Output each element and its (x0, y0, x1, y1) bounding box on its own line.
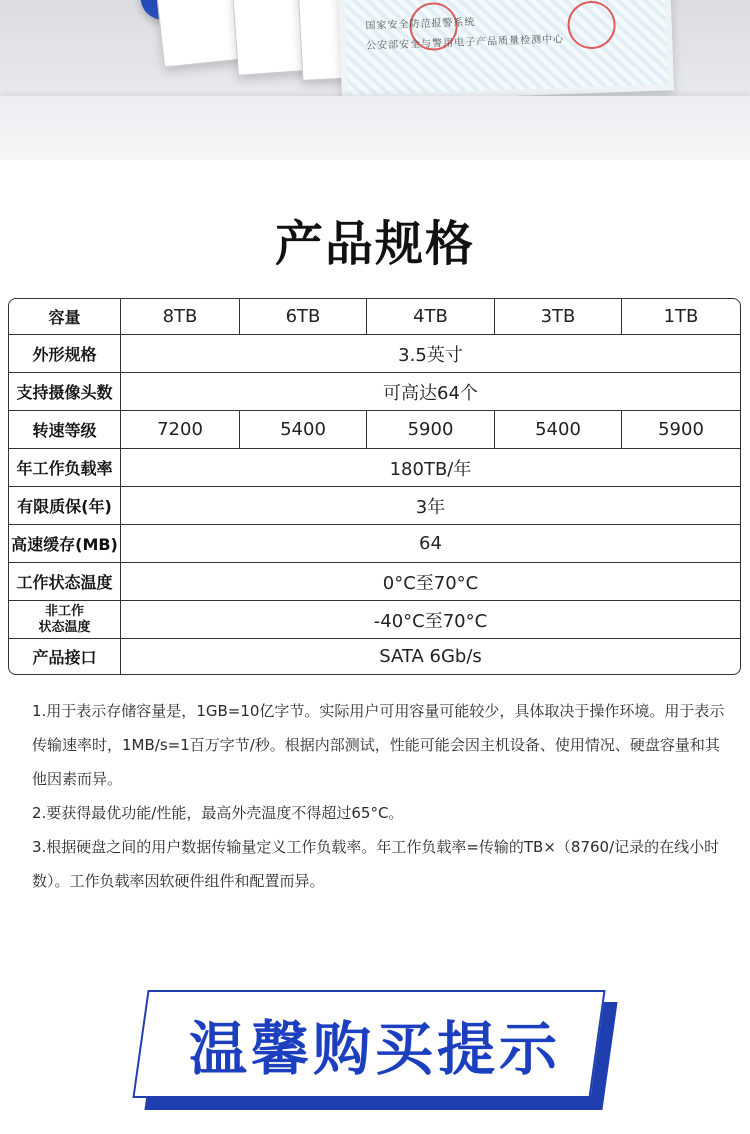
nonop-temp-value: -40°C至70°C (120, 601, 740, 638)
capacity-label: 容量 (48, 308, 81, 327)
rpm-label: 转速等级 (32, 421, 97, 440)
rpm-cell: 7200 (120, 411, 239, 448)
rpm-cell: 5400 (494, 411, 621, 448)
footnote-2: 2.要获得最优功能/性能，最高外壳温度不得超过65°C。 (32, 804, 404, 822)
workload-value: 180TB/年 (120, 449, 740, 486)
footnote-1: 1.用于表示存储容量是，1GB=10亿字节。实际用户可用容量可能较少，具体取决于操作环境。用于表示传输速率时，1MB/s=1百万字节/秒。根据内部测试，性能可能会因主机设备、使用情况、硬盘容量和其他因素而异。 (32, 702, 725, 788)
table-row-capacity (9, 299, 740, 334)
table-row-workload (9, 448, 740, 486)
nonop-temp-label-line2: 状态温度 (38, 619, 91, 635)
spec-table (8, 298, 741, 675)
page-title: 产品规格 (274, 216, 475, 272)
table-row-cache (9, 524, 740, 562)
display-shelf (0, 96, 750, 160)
capacity-cell: 8TB (120, 299, 239, 334)
table-row-warranty (9, 486, 740, 524)
nonop-temp-label (9, 601, 120, 638)
cache-label: 高速缓存(MB) (11, 535, 118, 554)
op-temp-value: 0°C至70°C (120, 563, 740, 600)
table-row-nonop-temp (9, 600, 740, 638)
purchase-tip-heading: 温馨购买提示 (188, 1015, 561, 1083)
certificate-text: 国家安全防范报警系统 (365, 17, 476, 32)
workload-label: 年工作负载率 (16, 459, 113, 478)
footnotes (32, 694, 732, 898)
certificate-text: 公安部安全与警用电子产品质量检测中心 (366, 33, 565, 52)
capacity-cell: 1TB (621, 299, 740, 334)
rpm-cell: 5900 (366, 411, 494, 448)
interface-value: SATA 6Gb/s (120, 639, 740, 674)
capacity-cell: 3TB (494, 299, 621, 334)
op-temp-label: 工作状态温度 (16, 573, 113, 592)
capacity-cell: 6TB (239, 299, 366, 334)
form-factor-label: 外形规格 (32, 345, 97, 364)
red-seal-icon (567, 0, 617, 50)
cameras-label: 支持摄像头数 (16, 383, 113, 402)
rpm-cell: 5900 (621, 411, 740, 448)
nonop-temp-label-line1: 非工作 (44, 603, 84, 619)
table-row-rpm (9, 410, 740, 448)
interface-label: 产品接口 (32, 648, 97, 667)
rpm-cell: 5400 (239, 411, 366, 448)
form-factor-value: 3.5英寸 (120, 335, 740, 372)
warranty-label: 有限质保(年) (17, 497, 112, 516)
warranty-value: 3年 (120, 487, 740, 524)
cache-value: 64 (120, 525, 740, 562)
capacity-cell: 4TB (366, 299, 494, 334)
certificate-document (338, 0, 674, 102)
certificates-banner (0, 0, 750, 160)
table-row-cameras (9, 372, 740, 410)
purchase-tip-banner (140, 990, 610, 1110)
table-row-interface (9, 638, 740, 674)
footnote-3: 3.根据硬盘之间的用户数据传输量定义工作负载率。年工作负载率=传输的TB×（8760/记录的在线小时数）。工作负载率因软硬件组件和配置而异。 (32, 838, 720, 890)
table-row-form-factor (9, 334, 740, 372)
cameras-value: 可高达64个 (120, 373, 740, 410)
table-row-op-temp (9, 562, 740, 600)
